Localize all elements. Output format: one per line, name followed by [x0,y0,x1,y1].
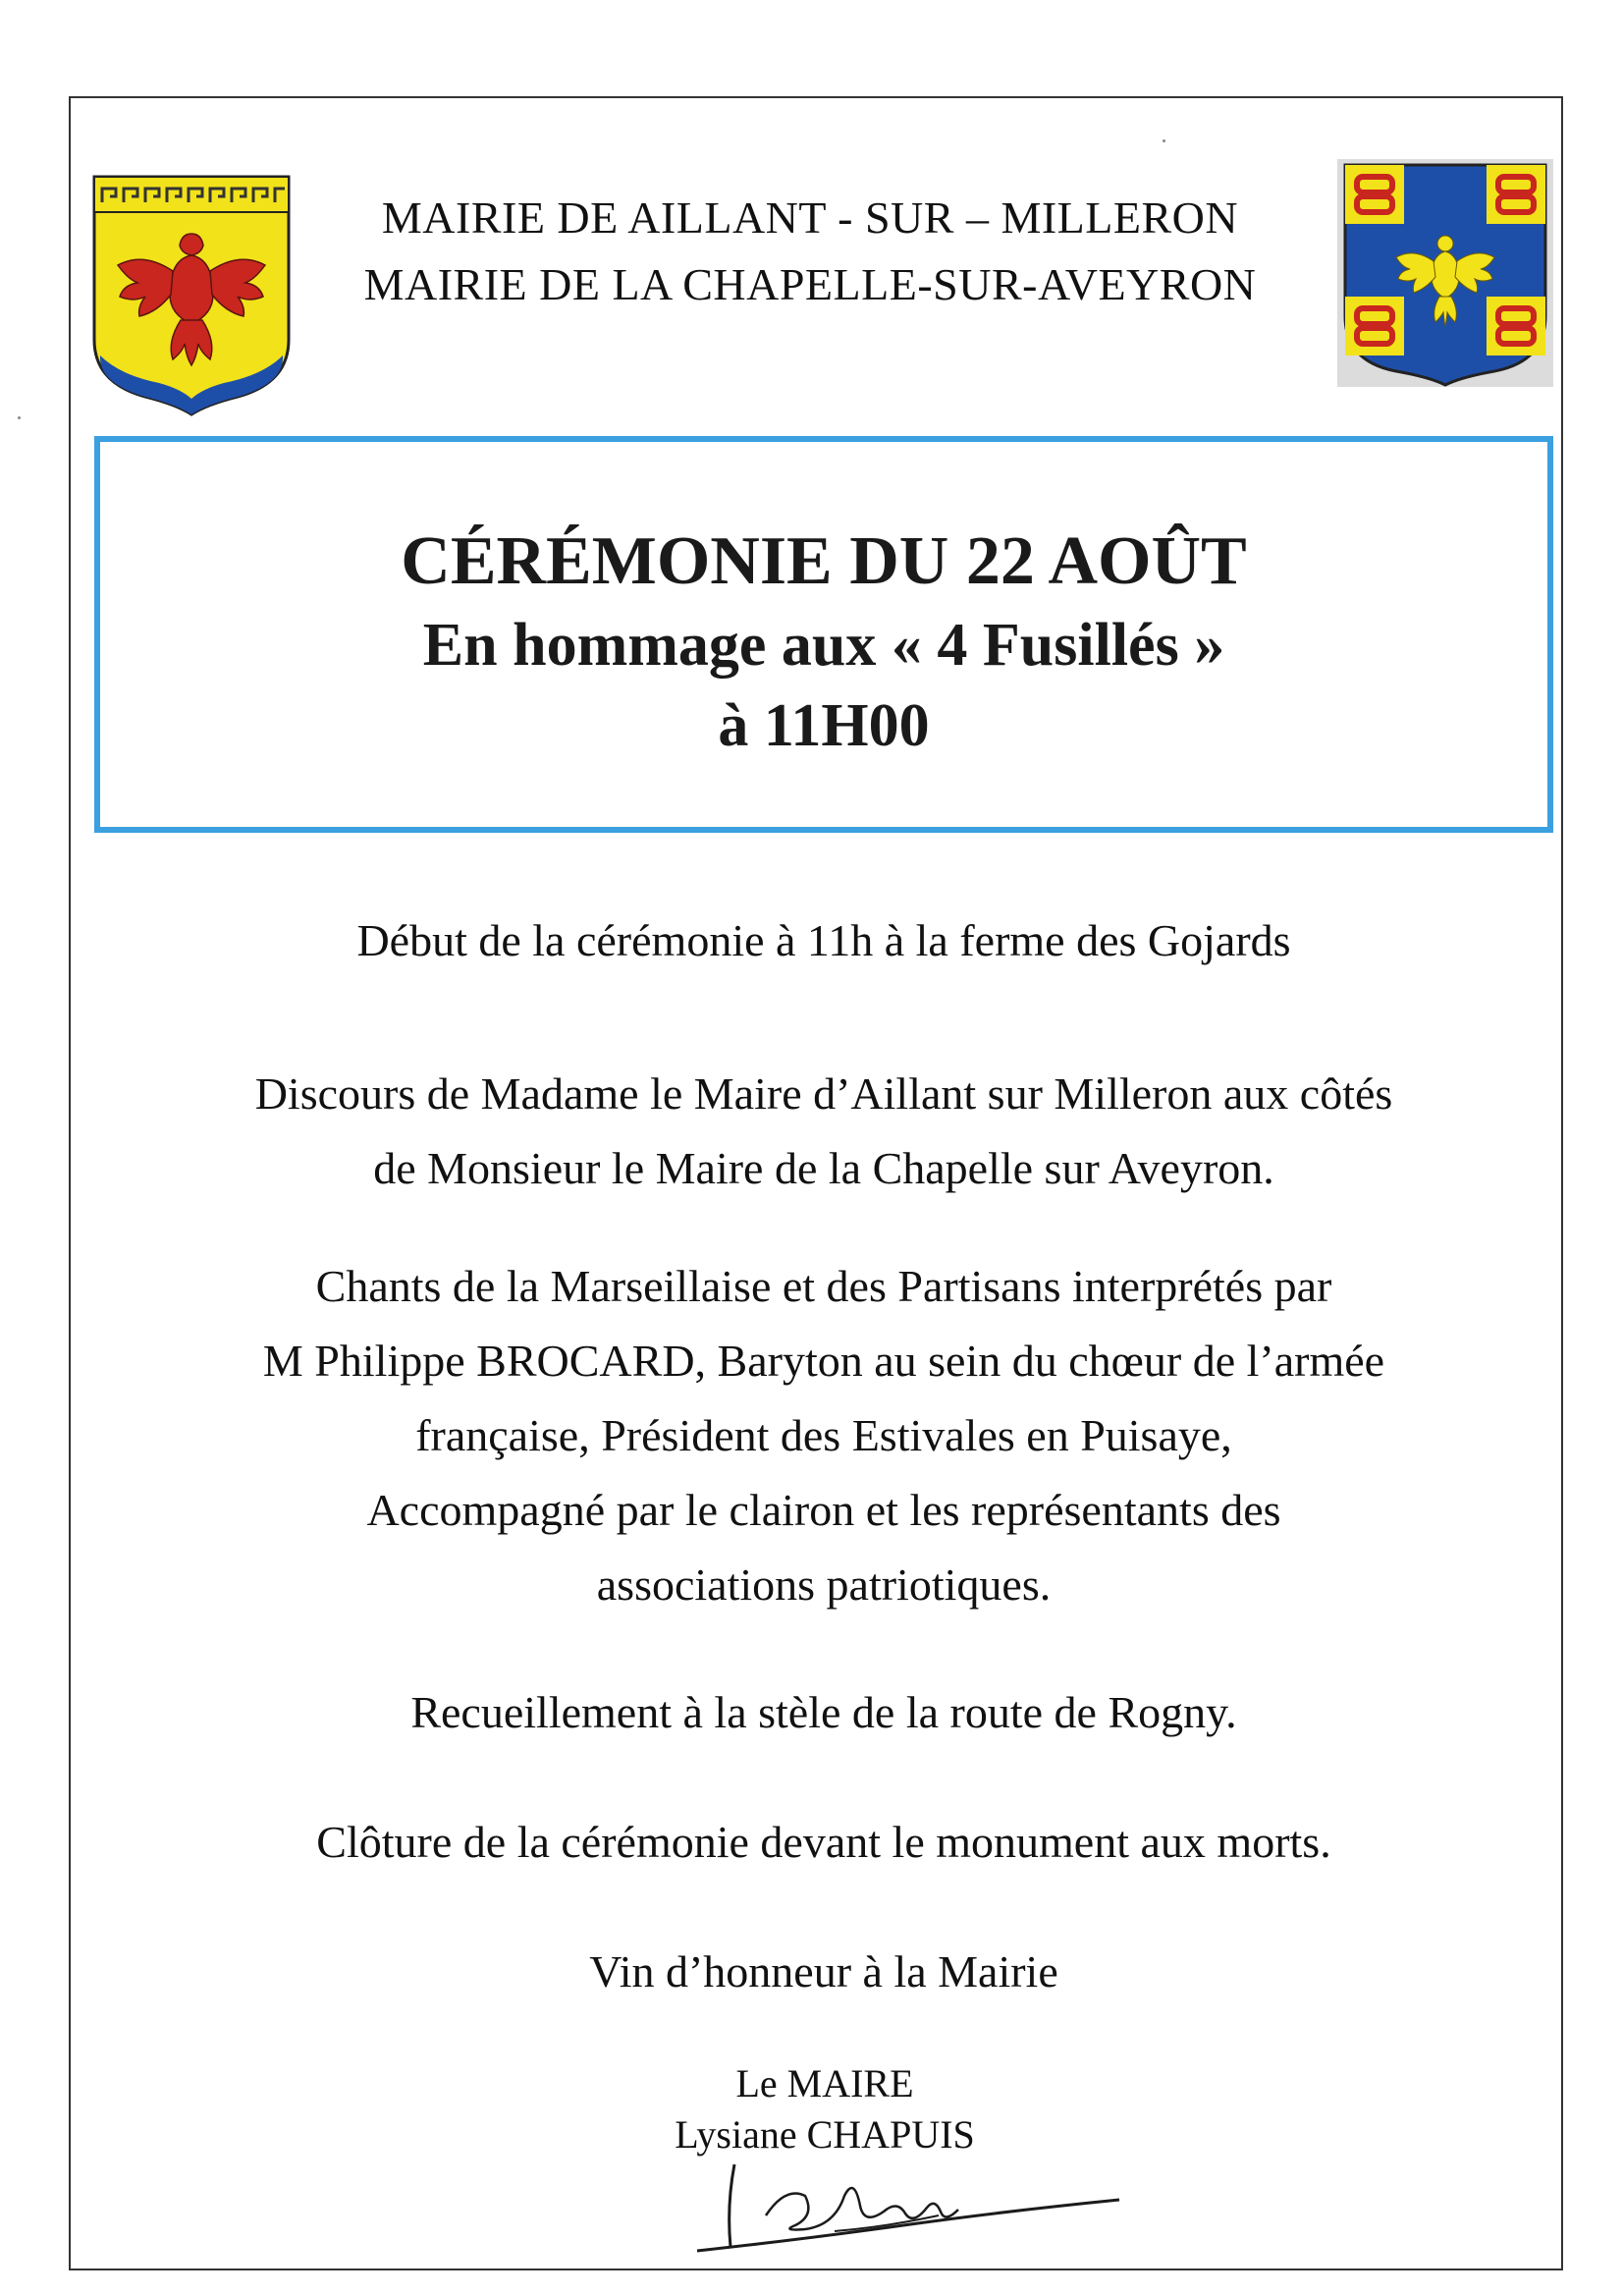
body-line: Début de la cérémonie à 11h à la ferme des Gojards [356,915,1291,965]
paragraph-songs [94,1249,1553,1622]
body-line: Accompagné par le clairon et les représentants des [366,1485,1281,1535]
handwritten-signature [687,2157,1129,2255]
header-line-aillant: MAIRIE DE AILLANT - SUR – MILLERON [381,192,1239,243]
paragraph-stele [94,1675,1553,1750]
signatory-name: Lysiane CHAPUIS [675,2112,975,2157]
signature-block [589,2058,1060,2160]
body-line: de Monsieur le Maire de la Chapelle sur Aveyron. [373,1143,1274,1193]
body-line: Recueillement à la stèle de la route de Rogny. [410,1687,1237,1737]
header-line-chapelle: MAIRIE DE LA CHAPELLE-SUR-AVEYRON [363,259,1257,309]
paragraph-reception [94,1935,1553,2009]
ceremony-subtitle: En hommage aux « 4 Fusillés » [422,612,1225,679]
body-line: Clôture de la cérémonie devant le monument aux morts. [316,1817,1331,1867]
body-line: associations patriotiques. [596,1559,1052,1610]
body-line: M Philippe BROCARD, Baryton au sein du chœur de l’armée [262,1336,1385,1386]
scan-speck [18,416,21,419]
body-line: française, Président des Estivales en Puisaye, [415,1410,1232,1460]
body-line: Vin d’honneur à la Mairie [589,1946,1058,1996]
eagle-quartered-coat-of-arms-icon [1337,159,1553,387]
scan-speck [1163,139,1165,142]
paragraph-speech [94,1057,1553,1206]
paragraph-closing [94,1805,1553,1880]
body-line: Chants de la Marseillaise et des Partisans interprétés par [315,1261,1332,1311]
paragraph-start [94,903,1553,978]
signatory-role: Le MAIRE [735,2061,914,2105]
mairie-header [295,185,1325,318]
ceremony-time: à 11H00 [718,692,930,759]
body-line: Discours de Madame le Maire d’Aillant sur Milleron aux côtés [254,1068,1393,1119]
ceremony-title: CÉRÉMONIE DU 22 AOÛT [401,523,1247,599]
ceremony-title-box [94,436,1553,833]
eagle-coat-of-arms-icon [90,173,293,416]
